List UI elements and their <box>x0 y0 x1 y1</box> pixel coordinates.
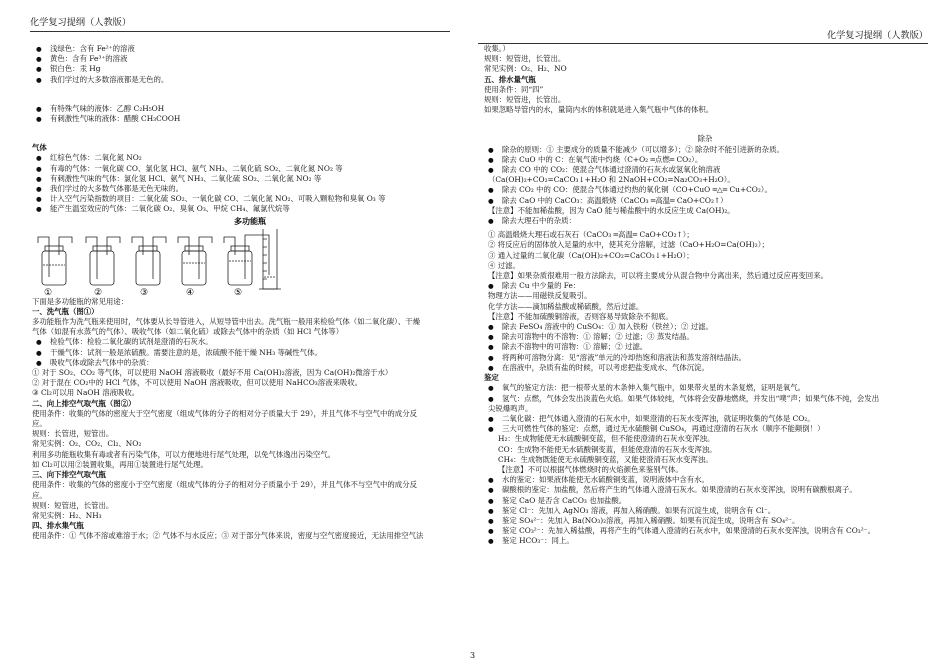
impurity-removal-title: 除杂 <box>697 134 713 144</box>
header-rule-left <box>30 31 450 32</box>
paragraph-line: 常见实例：O₂、H₂、NO <box>484 64 567 74</box>
bottle-label: ③ <box>139 287 149 297</box>
color-item: ● 黄色：含有 Fe³⁺的溶液 <box>32 54 472 64</box>
paragraph-line: 如果忽略导管内的水，量筒内水的体积就是进入集气瓶中气体的体积。 <box>484 105 714 115</box>
identification-item: CH₄：生成物既能使无水硫酸铜变蓝，又能使澄清石灰水变浑浊。 <box>498 454 713 464</box>
bullet-item: ● 吸收气体或除去气体中的杂质： <box>32 358 472 368</box>
identification-item: ● 二氧化碳：把气体通入澄清的石灰水中，如果澄清的石灰水变浑浊，就证明收集的气体是 CO₂。 <box>484 414 926 424</box>
removal-item: （Ca(OH)₂+CO₂=CaCO₃↓+H₂O 和 2NaOH+CO₂=Na₂CO₃+H₂O）。 <box>488 175 735 185</box>
paragraph-line: 规则：短管进，长管出。 <box>484 54 566 64</box>
identification-item: ● 碳酸根的鉴定：加盐酸，然后将产生的气体通入澄清石灰水。如果澄清的石灰水变浑浊，说明有碳酸根离子。 <box>484 485 926 495</box>
sub-item: ① 对于 SO₂、CO₂ 等气体，可以使用 NaOH 溶液吸收（最好不用 Ca(OH)₂溶液，因为 Ca(OH)₂微溶于水） <box>32 368 393 378</box>
removal-item: ● 除去 CO₂ 中的 CO：使混合气体通过灼热的氧化铜（CO+CuO ═△═ Cu+CO₂）。 <box>484 185 926 195</box>
removal-item: ② 将反应后的固体放入足量的水中，使其充分溶解，过滤（CaO+H₂O=Ca(OH)₂）； <box>488 240 769 250</box>
removal-item: ● 除去不溶物中的可溶物：① 溶解；② 过滤。 <box>484 342 926 352</box>
identification-item: H₂：生成物能使无水硫酸铜变蓝，但不能使澄清的石灰水变浑浊。 <box>498 434 715 444</box>
bottle-2 <box>86 237 120 285</box>
removal-item: ● 除去 CuO 中的 C：在氧气流中灼烧（C+O₂ ═点燃═ CO₂）。 <box>484 155 926 165</box>
paragraph-line: 使用条件：收集的气体的密度小于空气密度（组成气体的分子的相对分子质量小于 29），并且气体不与空气中的成分反 <box>32 480 417 490</box>
paragraph-line: 使用条件：同“四” <box>484 84 544 94</box>
smell-item: ● 有特殊气味的液体：乙醇 C₂H₅OH <box>32 104 472 114</box>
removal-item: ● 除去 Cu 中少量的 Fe： <box>484 281 926 291</box>
removal-item: ● 将两种可溶物分离：见“溶液”单元的冷却热饱和溶液法和蒸发溶剂结晶法。 <box>484 353 926 363</box>
identification-item: ● 鉴定 Cl⁻：先加入 AgNO₃ 溶液，再加入稀硝酸。如果有沉淀生成，说明含有 Cl⁻。 <box>484 506 926 516</box>
bottle-5 <box>224 235 269 285</box>
identification-item: ● 水的鉴定：如果液体能使无水硫酸铜变蓝，说明液体中含有水。 <box>484 475 926 485</box>
removal-item: ● 除去 CO 中的 CO₂：使混合气体通过澄清的石灰水或氢氧化钠溶液 <box>484 165 926 175</box>
header-right: 化学复习提纲（人教版） <box>826 30 928 41</box>
identification-item: ● 氢气：点燃，气体会发出淡蓝色火焰。如果气体较纯，气体将会安静地燃烧，并发出“噗”声；如果气体不纯，会发出 <box>484 394 926 404</box>
sub-item: ② 对于混在 CO₂中的 HCl 气体，不可以使用 NaOH 溶液吸收，但可以使用 NaHCO₃溶液来吸收。 <box>32 378 363 388</box>
paragraph-line: 规则：短管进，长管出。 <box>484 95 566 105</box>
removal-item: ③ 通入过量的二氧化碳（Ca(OH)₂+CO₂=CaCO₃↓+H₂O）； <box>488 250 694 260</box>
gas-item: ● 有刺激性气味的气体：氯化氢 HCl、氨气 NH₃、二氧化硫 SO₂、二氧化氮 NO₂ 等 <box>32 174 472 184</box>
removal-item: 物理方法——用磁铁反复吸引。 <box>488 291 592 301</box>
removal-item: 化学方法——滴加稀盐酸或稀硫酸，然后过滤。 <box>488 301 644 311</box>
bottle-label: ④ <box>185 287 195 297</box>
bullet-item: ● 检验气体：检验二氧化碳的试剂是澄清的石灰水。 <box>32 337 472 347</box>
left-column <box>32 44 472 542</box>
bottle-label: ⑤ <box>233 287 243 297</box>
paragraph-line: 常见实例：H₂、NH₃ <box>32 510 102 520</box>
color-item: ● 银白色：汞 Hg <box>32 64 472 74</box>
gas-section-title: 气体 <box>32 143 47 153</box>
section-title-water-collection: 四、排水集气瓶 <box>32 521 84 531</box>
paragraph-line: 常见实例：O₂、CO₂、Cl₂、NO₂ <box>32 439 142 449</box>
removal-item: ④ 过滤。 <box>488 260 520 270</box>
removal-item: ● 在溶液中，杂质有盐的时候，可以考虑把盐变成水、气体沉淀。 <box>484 363 926 373</box>
section-title-washing-bottle: 一、洗气瓶（图①） <box>32 306 99 316</box>
paragraph-line: 规则：长管进，短管出。 <box>32 429 114 439</box>
paragraph-line: 多功能瓶作为洗气瓶来使用时，气体要从长导管进入，从短导管中出去。洗气瓶一般用来检验气体（如二氧化碳）、干燥 <box>32 317 421 327</box>
right-column <box>484 44 926 547</box>
identification-item: ● 氧气的鉴定方法：把一根带火星的木条伸入集气瓶中，如果带火星的木条复燃，证明是氧气。 <box>484 383 926 393</box>
bottle-1 <box>38 237 72 285</box>
identification-item: 尖锐爆鸣声。 <box>488 403 533 413</box>
removal-item: 【注意】不能加硫酸铜溶液，否则容易导致除杂不彻底。 <box>488 311 673 321</box>
section-title-water-measure: 五、排水量气瓶 <box>484 74 536 84</box>
bullet-item: ● 干燥气体：试剂一般是浓硫酸。需要注意的是，浓硫酸不能干燥 NH₃ 等碱性气体。 <box>32 348 472 358</box>
paragraph-line: 使用条件：① 气体不溶或难溶于水；② 气体不与水反应；③ 对于部分气体来说，密度与空气密度接近，无法用排空气法 <box>32 531 424 541</box>
multi-function-bottle-diagram <box>32 215 472 297</box>
removal-item: ● 除去可溶物中的不溶物：① 溶解；② 过滤；③ 蒸发结晶。 <box>484 332 926 342</box>
paragraph-line: 应。 <box>32 419 47 429</box>
bottle-3 <box>132 237 166 285</box>
identification-list <box>484 383 926 546</box>
uses-intro: 下面是多功能瓶的常见用途： <box>32 296 129 306</box>
paragraph-line: 应。 <box>32 490 47 500</box>
header-left: 化学复习提纲（人教版） <box>30 17 132 28</box>
removal-item: 【注意】如果杂质很难用一般方法除去，可以将主要成分从混合物中分离出来，然后通过反应再变回来。 <box>488 271 828 281</box>
paragraph-line: 收集。） <box>484 44 510 53</box>
gas-item: ● 红棕色气体：二氧化氮 NO₂ <box>32 153 472 163</box>
removal-item: ① 高温煅烧大理石或石灰石（CaCO₃ ═高温═ CaO+CO₂↑）； <box>488 230 694 240</box>
measuring-cylinder <box>259 229 281 289</box>
paragraph-line: 规则：短管进，长管出。 <box>32 500 114 510</box>
identification-item: ● 鉴定 SO₄²⁻：先加入 Ba(NO₃)₂溶液，再加入稀硝酸。如果有沉淀生成，说明含有 SO₄²⁻。 <box>484 516 926 526</box>
impurity-removal-list <box>484 145 926 373</box>
bottle-label: ② <box>93 287 103 297</box>
identification-item: ● 三大可燃性气体的鉴定：点燃，通过无水硫酸铜 CuSO₄，再通过澄清的石灰水（顺序不能颠倒！） <box>484 424 926 434</box>
section-title-downward-air: 三、向下排空气取气瓶 <box>32 470 106 480</box>
identification-item: ● 鉴定 CaO 是否含 CaCO₃ 也加盐酸。 <box>484 496 926 506</box>
removal-item: ● 除杂的原则：① 主要成分的质量不能减少（可以增多）；② 除杂时不能引进新的杂质。 <box>484 145 926 155</box>
sub-item: ③ Cl₂可以用 NaOH 溶液吸收。 <box>32 388 140 398</box>
identification-item: CO：生成物不能使无水硫酸铜变蓝，但能使澄清的石灰水变浑浊。 <box>498 444 717 454</box>
identification-item: ● 鉴定 HCO₃⁻：同上。 <box>484 536 926 546</box>
paragraph-line: 利用多功能瓶收集有毒或者有污染气体，可以方便地进行尾气处理，以免气体逸出污染空气。 <box>32 449 336 459</box>
paragraph-line: 使用条件：收集的气体的密度大于空气密度（组成气体的分子的相对分子质量大于 29），并且气体不与空气中的成分反 <box>32 408 417 418</box>
identification-item: ● 鉴定 CO₃²⁻：先加入稀盐酸，再将产生的气体通入澄清的石灰水中，如果澄清的石灰水变浑浊，说明含有 CO₃²⁻。 <box>484 526 926 536</box>
removal-item: ● 除去 CaO 中的 CaCO₃：高温煅烧（CaCO₃ ═高温═ CaO+CO₂↑） <box>484 196 926 206</box>
identification-title: 鉴定 <box>484 373 499 383</box>
section-title-upward-air: 二、向上排空气取气瓶（图②） <box>32 398 136 408</box>
page-number: 3 <box>470 651 476 660</box>
removal-item: ● 除去 FeSO₄ 溶液中的 CuSO₄：① 加入铁粉（铁丝）；② 过滤。 <box>484 322 926 332</box>
gas-item: ● 计入空气污染指数的项目：二氧化硫 SO₂、一氧化碳 CO、二氧化氮 NO₂、可吸入颗粒物和臭氧 O₃ 等 <box>32 194 472 204</box>
color-item: ● 浅绿色：含有 Fe²⁺的溶液 <box>32 44 472 54</box>
removal-item: 【注意】不能加稀盐酸，因为 CaO 能与稀盐酸中的水反应生成 Ca(OH)₂。 <box>488 205 735 215</box>
smell-item: ● 有刺激性气味的液体：醋酸 CH₃COOH <box>32 114 472 124</box>
color-item: ● 我们学过的大多数溶液都是无色的。 <box>32 75 472 85</box>
bottle-label: ① <box>43 287 53 297</box>
paragraph-line: 如 Cl₂可以用②装置收集，再用①装置进行尾气处理。 <box>32 459 208 469</box>
gas-item: ● 能产生温室效应的气体：二氧化碳 O₂、臭氧 O₃、甲烷 CH₄、氟氯代烷等 <box>32 204 472 214</box>
identification-item: 【注意】不可以根据气体燃烧时的火焰颜色来鉴别气体。 <box>498 464 683 474</box>
paragraph-line: 气体（如混有水蒸气的气体）、吸收气体（如二氧化硫）或除去气体中的杂质（如 HCl 气体等） <box>32 327 344 337</box>
gas-item: ● 我们学过的大多数气体都是无色无味的。 <box>32 184 472 194</box>
removal-item: ● 除去大理石中的杂质： <box>484 216 926 226</box>
diagram-title: 多功能瓶 <box>234 216 266 226</box>
gas-item: ● 有毒的气体：一氧化碳 CO、氯化氢 HCl、氨气 NH₃、二氧化硫 SO₂、二氧化氮 NO₂ 等 <box>32 164 472 174</box>
bottle-4 <box>178 237 212 285</box>
